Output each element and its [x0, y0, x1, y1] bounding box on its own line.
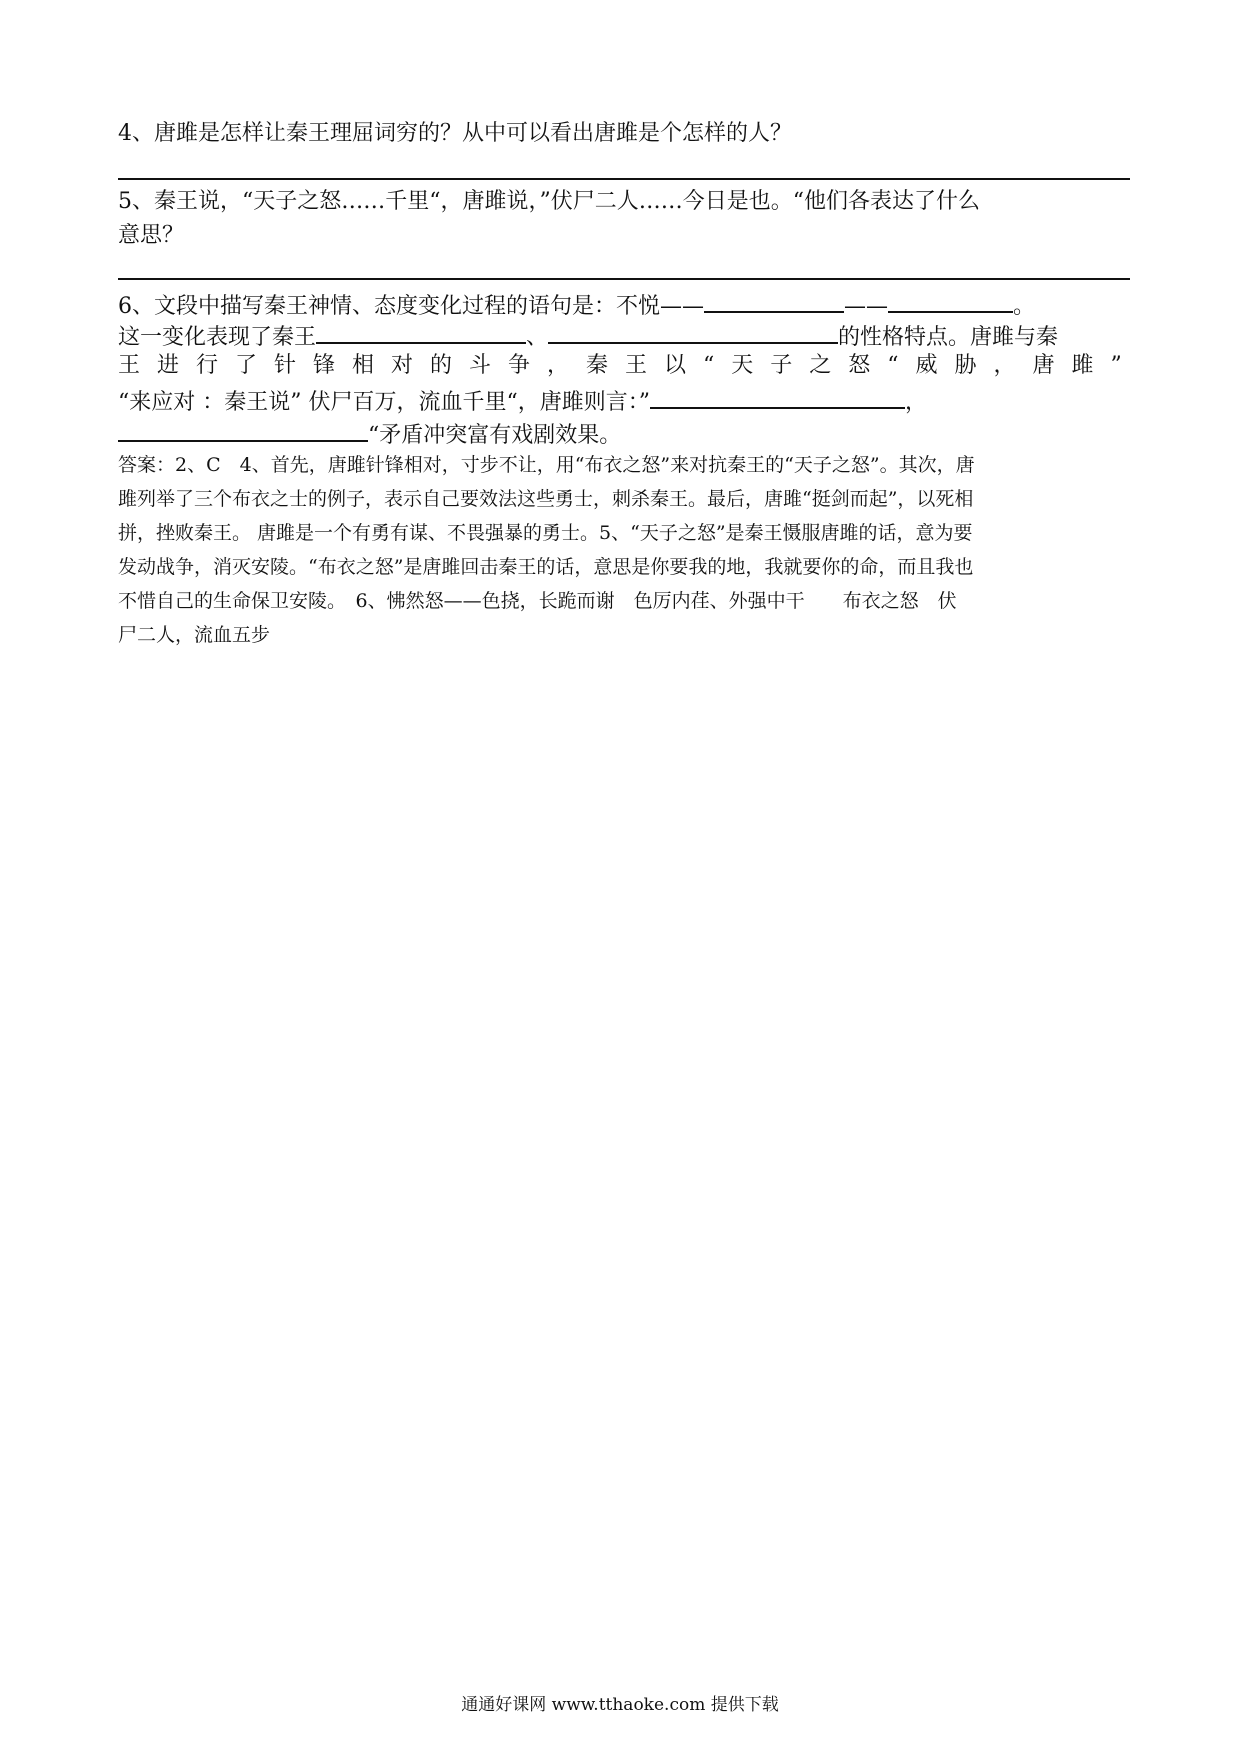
question-6-text-c: 。 — [1013, 294, 1036, 319]
question-6-line-4 — [118, 383, 1130, 419]
answer-line-q4 — [118, 178, 1130, 180]
question-6-text-d: 这一变化表现了秦王 — [118, 325, 317, 350]
question-6-text-h: “来应对 ：秦王说” 伏尸百万，流血千里“，唐雎则言：” — [118, 390, 650, 415]
question-6-text-f: 的性格特点。唐雎与秦 — [838, 325, 1059, 350]
question-4: 4、唐雎是怎样让秦王理屈词穷的？从中可以看出唐雎是个怎样的人？ — [118, 121, 792, 146]
fill-blank-4[interactable] — [548, 318, 838, 344]
question-6-line-3: 王进行了针锋相对的斗争，秦王以“天子之怒“威胁，唐雎” — [118, 353, 1139, 378]
fill-blank-6[interactable] — [118, 416, 368, 442]
page-footer: 通通好课网 www.tthaoke.com 提供下载 — [461, 1695, 779, 1715]
question-5-line-2: 意思？ — [118, 223, 185, 248]
question-6-text-a: 6、文段中描写秦王神情、态度变化过程的语句是：不悦—— — [118, 294, 704, 319]
question-5-line-1: 5、秦王说，“天子之怒……千里“，唐雎说，”伏尸二人……今日是也。“他们各表达了什么 — [118, 189, 980, 214]
answer-key-line-3: 拼，挫败秦王。 唐雎是一个有勇有谋、不畏强暴的勇士。5、“天子之怒”是秦王慑服唐雎的话，意为要 — [118, 522, 973, 544]
answer-line-q5 — [118, 278, 1130, 280]
question-6-text-j: “矛盾冲突富有戏剧效果。 — [368, 423, 622, 448]
fill-blank-5[interactable] — [650, 383, 905, 409]
question-6-text-b: —— — [844, 294, 888, 319]
fill-blank-1[interactable] — [704, 287, 844, 313]
question-6-line-2 — [118, 318, 1130, 354]
answer-key-line-4: 发动战争，消灭安陵。“布衣之怒”是唐雎回击秦王的话，意思是你要我的地，我就要你的命，而且我也 — [118, 556, 974, 578]
question-6-line-5 — [118, 416, 1130, 452]
question-6-text-i: ， — [904, 390, 927, 415]
answer-key-line-5: 不惜自己的生命保卫安陵。 6、怫然怒——色挠，长跪而谢 色厉内荏、外强中干 布衣之怒 伏 — [118, 590, 957, 612]
answer-key-line-6: 尸二人，流血五步 — [118, 624, 271, 646]
answer-key-line-1: 答案：2、C 4、首先，唐雎针锋相对，寸步不让，用“布衣之怒”来对抗秦王的“天子之怒”。其次，唐 — [118, 454, 975, 476]
answer-key-line-2: 雎列举了三个布衣之士的例子，表示自己要效法这些勇士，刺杀秦王。最后，唐雎“挺剑而起”，以死相 — [118, 488, 974, 510]
fill-blank-2[interactable] — [888, 287, 1013, 313]
question-6-text-e: 、 — [526, 325, 549, 350]
fill-blank-3[interactable] — [316, 318, 526, 344]
